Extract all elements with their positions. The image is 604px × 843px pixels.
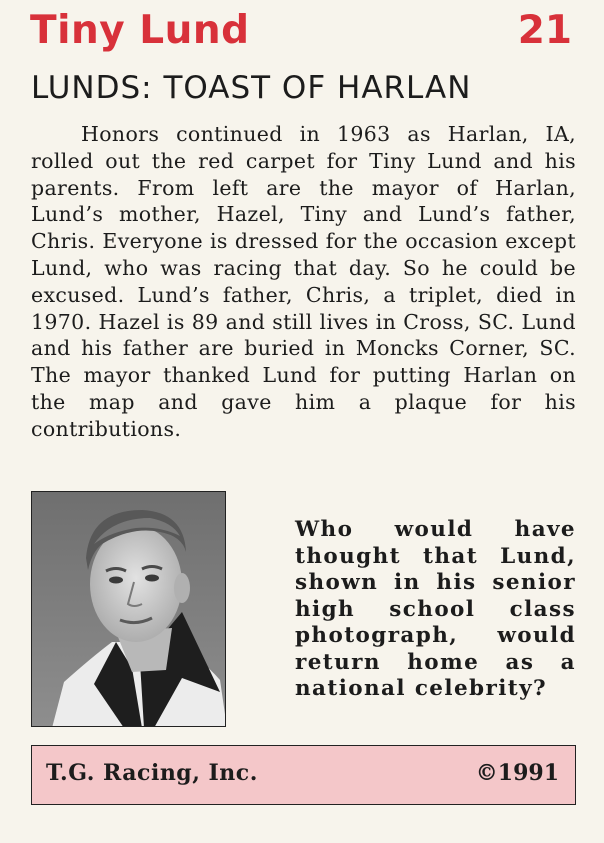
footer-bar	[31, 745, 576, 805]
copyright-label: ©1991	[475, 760, 559, 786]
story-text: Honors continued in 1963 as Harlan, IA, rolled out the red carpet for Tiny Lund and his parents. From left are the mayor of Harlan, Lund’s mother, Hazel, Tiny and Lund’s father, Chris. Everyone is dressed for the occasion except Lund, who was racing that day. So he could be excused. Lund’s father, Chris, a triplet, died in 1970. Hazel is 89 and still lives in Cross, SC. Lund and his father are buried in Moncks Corner, SC. The mayor thanked Lund for putting Harlan on the map and gave him a plaque for his contributions.	[31, 122, 576, 441]
senior-portrait-photo	[31, 491, 226, 727]
publisher-label: T.G. Racing, Inc.	[46, 760, 258, 786]
player-name: Tiny Lund	[30, 8, 250, 53]
headline: LUNDS: TOAST OF HARLAN	[31, 70, 472, 106]
photo-caption: Who would have thought that Lund, shown in his senior high school class photograph, would return home as a national celebrity?	[295, 517, 576, 701]
card-number: 21	[517, 8, 572, 53]
portrait-illustration	[32, 492, 226, 727]
